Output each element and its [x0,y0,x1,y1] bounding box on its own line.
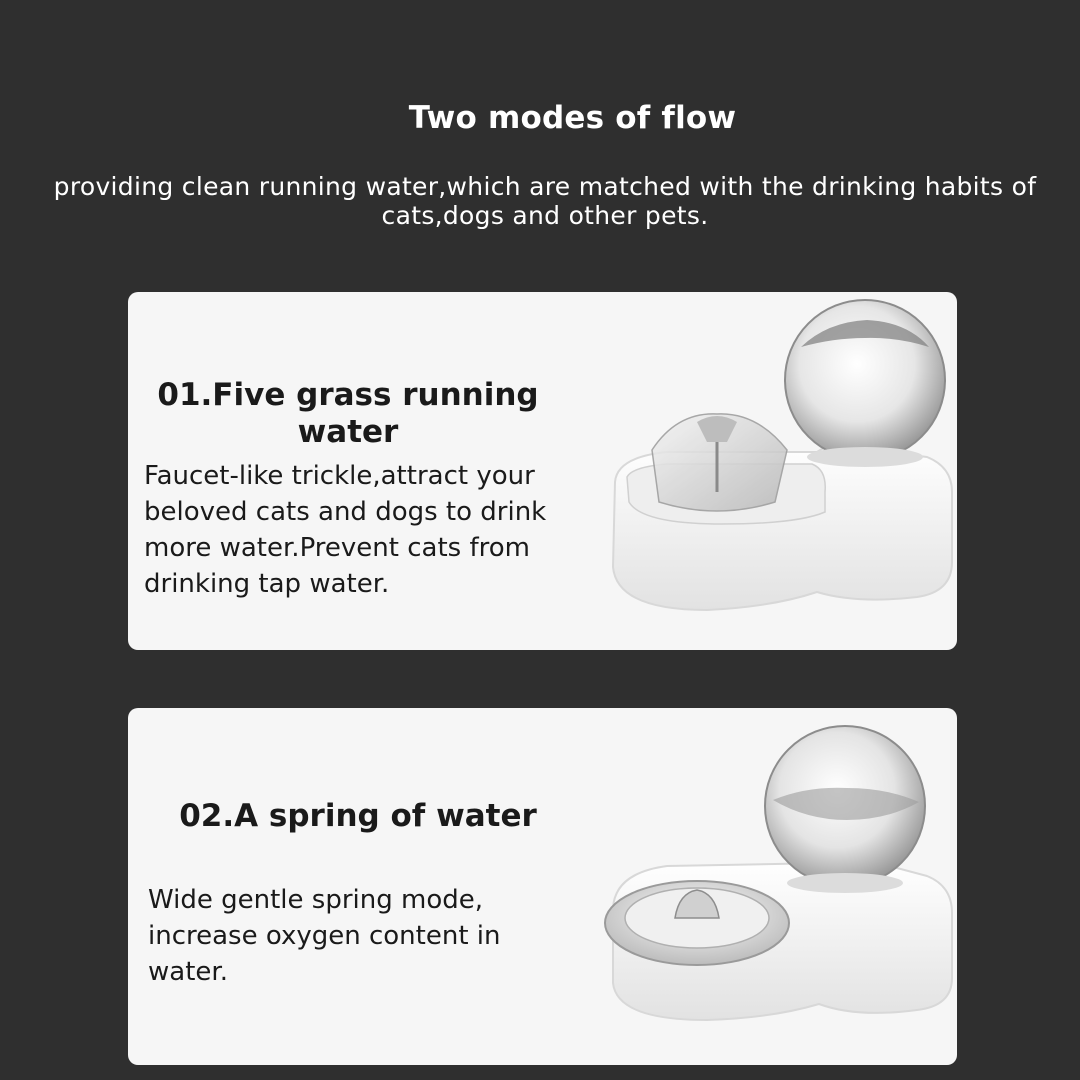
fountain-spring-image [557,708,957,1065]
page-subtitle: providing clean running water,which are matched with the drinking habits of cats,dogs and other pets. [53,172,1037,230]
mode-description: Wide gentle spring mode, increase oxygen content in water. [148,885,501,987]
page-title: Two modes of flow [408,100,737,136]
mode-title: 01.Five grass running water [157,377,539,450]
mode-title: 02.A spring of water [179,798,537,834]
fountain-trickle-image [557,292,957,650]
mode-card-trickle [128,292,957,650]
mode-description: Faucet-like trickle,attract your beloved cats and dogs to drink more water.Prevent cats from drinking tap water. [144,461,547,599]
mode-card-spring [128,708,957,1065]
